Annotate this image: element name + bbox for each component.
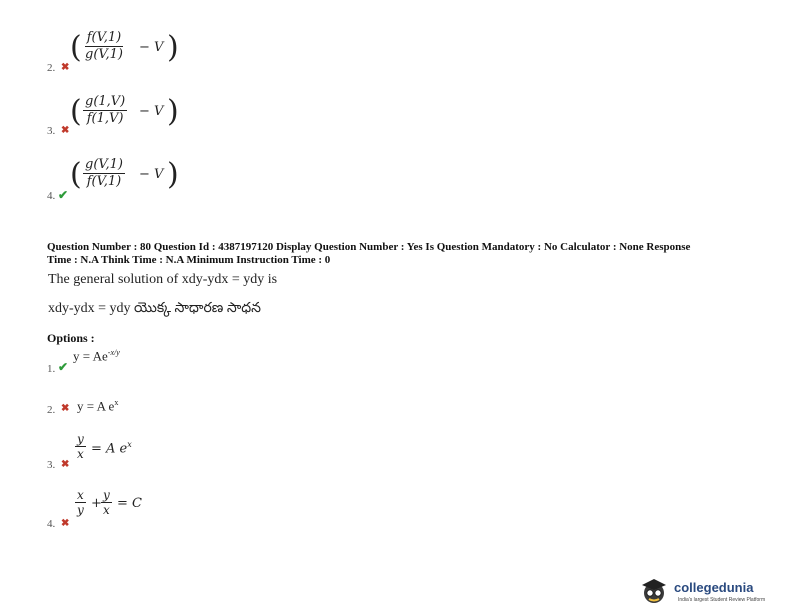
question-meta-line-2: Time : N.A Think Time : N.A Minimum Instruction Time : 0 (47, 254, 331, 266)
cross-icon: ✖ (61, 518, 70, 529)
logo-wordmark: collegedunia (674, 580, 754, 595)
fraction: $\frac{g(1,V)}{f(1,V)}$ (85, 94, 126, 126)
mascot-icon (638, 578, 670, 604)
logo-tagline: India's largest Student Review Platform (678, 597, 766, 603)
left-paren: ( (70, 30, 82, 65)
fraction-2: $\frac{y}{x}$ (103, 488, 110, 517)
option-number: 4. (47, 190, 56, 202)
option-tail: − V (139, 167, 164, 182)
cross-icon: ✖ (61, 125, 70, 136)
option-number: 2. (47, 404, 56, 416)
right-paren: ) (167, 94, 179, 129)
option-number: 3. (47, 459, 56, 471)
check-icon: ✔ (58, 188, 69, 202)
left-paren: ( (70, 157, 82, 192)
option-expression: $y = Ae^{-x/y}$ (73, 348, 120, 364)
option-tail: − V (139, 104, 164, 119)
option-tail: − V (139, 40, 164, 55)
question-meta (47, 241, 767, 267)
right-paren: ) (167, 30, 179, 65)
question-text-english: The general solution of xdy-ydx = ydy is (48, 272, 278, 287)
cross-icon: ✖ (61, 459, 70, 470)
option-number: 3. (47, 125, 56, 137)
cross-icon: ✖ (61, 62, 70, 73)
option-rhs: = A $e^x$ (91, 440, 132, 457)
cross-icon: ✖ (61, 403, 70, 414)
collegedunia-logo (638, 578, 784, 606)
options-label: Options : (47, 331, 95, 345)
option-number: 4. (47, 518, 56, 530)
fraction-1: $\frac{x}{y}$ (77, 488, 84, 517)
fraction: $\frac{y}{x}$ (77, 432, 84, 461)
question-meta-line-1: Question Number : 80 Question Id : 4387197120 Display Question Number : Yes Is Question Mandatory : No Calculator : None Response (47, 241, 691, 253)
fraction: $\frac{f(V,1)}{g(V,1)}$ (85, 30, 123, 62)
option-number: 2. (47, 62, 56, 74)
question-text-telugu: xdy-ydx = ydy యొక్క సాధారణ సాధన (48, 301, 261, 316)
option-rhs: = C (117, 496, 142, 511)
option-number: 1. (47, 363, 56, 375)
left-paren: ( (70, 94, 82, 129)
plus-operator: + (91, 496, 102, 511)
option-expression: y = A $e^x$ (77, 398, 119, 414)
right-paren: ) (167, 157, 179, 192)
check-icon: ✔ (58, 360, 69, 374)
fraction: $\frac{g(V,1)}{f(V,1)}$ (85, 157, 123, 189)
